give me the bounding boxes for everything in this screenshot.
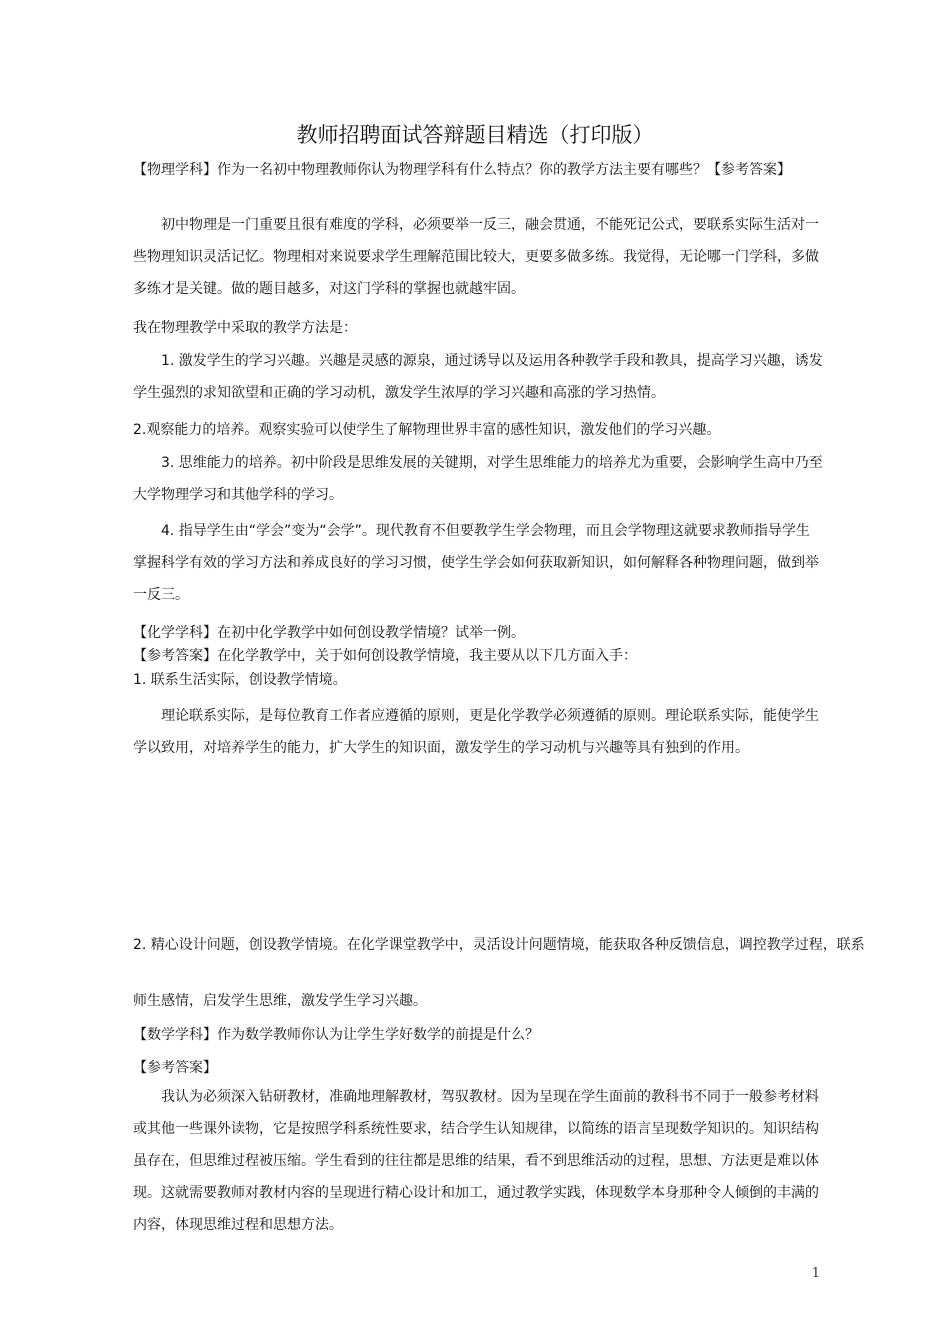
chemistry-point-1: 1. 联系生活实际，创设教学情境。 [133, 672, 347, 688]
chemistry-point-1-paragraph: 理论联系实际，是每位教育工作者应遵循的原则，更是化学教学必须遵循的原则。理论联系实际，能使学生学以致用，对培养学生的能力，扩大学生的知识面，激发学生的学习动机与兴趣等具有独到的作用。 [133, 708, 819, 756]
chemistry-point-2: 2. 精心设计问题，创设教学情境。在化学课堂教学中，灵活设计问题情境，能获取各种反馈信息，调控教学过程，联系 [133, 937, 865, 953]
page-number: 1 [811, 1266, 820, 1281]
physics-method-2: 2.观察能力的培养。观察实验可以使学生了解物理世界丰富的感性知识，激发他们的学习兴趣。 [133, 422, 721, 438]
physics-method-1: 1. 激发学生的学习兴趣。兴趣是灵感的源泉，通过诱导以及运用各种教学手段和教具，提高学习兴趣，诱发学生强烈的求知欲望和正确的学习动机，激发学生浓厚的学习兴趣和高涨的学习热情。 [133, 353, 823, 401]
chemistry-question: 【化学学科】在初中化学教学中如何创设教学情境？试举一例。 [133, 625, 525, 641]
chemistry-point-2-continued: 师生感情，启发学生思维，激发学生学习兴趣。 [133, 993, 427, 1009]
math-answer-paragraph: 我认为必须深入钻研教材，准确地理解教材，驾驭教材。因为呈现在学生面前的教科书不同于一般参考材料或其他一些课外读物，它是按照学科系统性要求，结合学生认知规律，以简练的语言呈现数学知识的。知识结构虽存在，但思维过程被压缩。学生看到的往往都是思维的结果，看不到思维活动的过程，思想、方法更是难以体现。这就需要教师对教材内容的呈现进行精心设计和加工，通过教学实践，体现数学本身那种令人倾倒的丰满的内容，体现思维过程和思想方法。 [133, 1089, 819, 1233]
physics-question: 【物理学科】作为一名初中物理教师你认为物理学科有什么特点？你的教学方法主要有哪些？【参考答案】 [133, 162, 791, 178]
chemistry-answer-intro: 【参考答案】在化学教学中，关于如何创设教学情境，我主要从以下几方面入手： [133, 648, 637, 664]
math-question: 【数学学科】作为数学教师你认为让学生学好数学的前提是什么？ [133, 1027, 539, 1043]
document-title: 教师招聘面试答辩题目精选（打印版） [296, 123, 654, 147]
physics-method-3: 3. 思维能力的培养。初中阶段是思维发展的关键期，对学生思维能力的培养尤为重要，会影响学生高中乃至大学物理学习和其他学科的学习。 [133, 455, 823, 503]
math-answer-label: 【参考答案】 [133, 1060, 217, 1076]
physics-method-4: 4. 指导学生由“学会”变为“会学”。现代教育不但要教学生学会物理，而且会学物理这就要求教师指导学生掌握科学有效的学习方法和养成良好的学习习惯，使学生学会如何获取新知识，如何解释各种物理问题，做到举一反三。 [133, 523, 819, 603]
physics-answer-paragraph: 初中物理是一门重要且很有难度的学科，必须要举一反三，融会贯通，不能死记公式，要联系实际生活对一些物理知识灵活记忆。物理相对来说要求学生理解范围比较大，更要多做多练。我觉得，无论哪一门学科，多做多练才是关键。做的题目越多，对这门学科的掌握也就越牢固。 [133, 217, 819, 297]
physics-methods-intro: 我在物理教学中采取的教学方法是： [133, 320, 357, 336]
